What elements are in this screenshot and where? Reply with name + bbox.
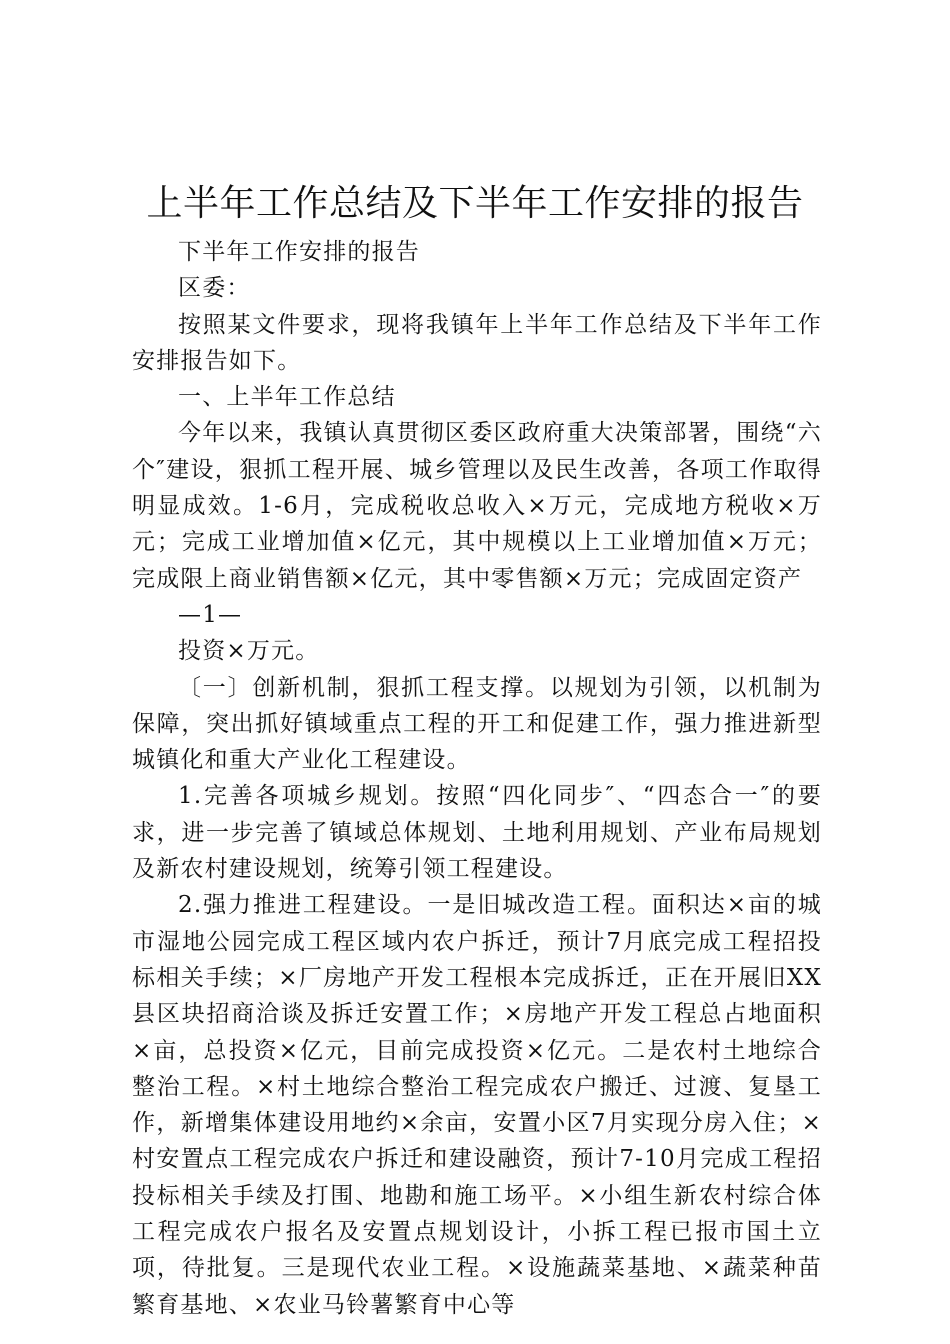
investment-paragraph: 投资×万元。	[178, 638, 320, 665]
subtitle-paragraph: 下半年工作安排的报告	[178, 239, 420, 265]
page-number: —1—	[178, 601, 243, 628]
section-heading: 一、上半年工作总结	[178, 384, 396, 411]
intro-paragraph: 按照某文件要求，现将我镇年上半年工作总结及下半年工作安排报告如下。	[132, 311, 822, 374]
addressee-paragraph: 区委：	[178, 275, 251, 302]
item-2-paragraph: 2.强力推进工程建设。一是旧城改造工程。面积达×亩的城市湿地公园完成工程区域内农户拆迁，预计7月底完成工程招投标相关手续；×厂房地产开发工程根本完成拆迁，正在开展旧XX县区块招商洽谈及拆迁安置工作；×房地产开发工程总占地面积×亩，总投资×亿元，目前完成投资×亿元。二是农村土地综合整治工程。×村土地综合整治工程完成农户搬迁、过渡、复垦工作，新增集体建设用地约×余亩，安置小区7月实现分房入住；×村安置点工程完成农户拆迁和建设融资，预计7-10月完成工程招投标相关手续及打围、地勘和施工场平。×小组生新农村综合体工程完成农户报名及安置点规划设计，小拆工程已报市国土立项，待批复。三是现代农业工程。×设施蔬菜基地、×蔬菜种苗繁育基地、×农业马铃薯繁育中心等	[132, 892, 822, 1318]
item-1-paragraph: 1.完善各项城乡规划。按照“四化同步″、“四态合一″的要求，进一步完善了镇域总体规划、土地利用规划、产业布局规划及新农村建设规划，统筹引领工程建设。	[132, 783, 822, 883]
summary-paragraph: 今年以来，我镇认真贯彻区委区政府重大决策部署，围绕“六个″建设，狠抓工程开展、城乡管理以及民生改善，各项工作取得明显成效。1-6月，完成税收总收入×万元，完成地方税收×万元；完成工业增加值×亿元，其中规模以上工业增加值×万元；完成限上商业销售额×亿元，其中零售额×万元；完成固定资产	[132, 420, 822, 592]
document-body	[132, 234, 822, 1323]
subsection-paragraph: 〔一〕创新机制，狠抓工程支撑。以规划为引领，以机制为保障，突出抓好镇域重点工程的开工和促建工作，强力推进新型城镇化和重大产业化工程建设。	[132, 674, 822, 774]
document-title: 上半年工作总结及下半年工作安排的报告	[146, 183, 804, 224]
